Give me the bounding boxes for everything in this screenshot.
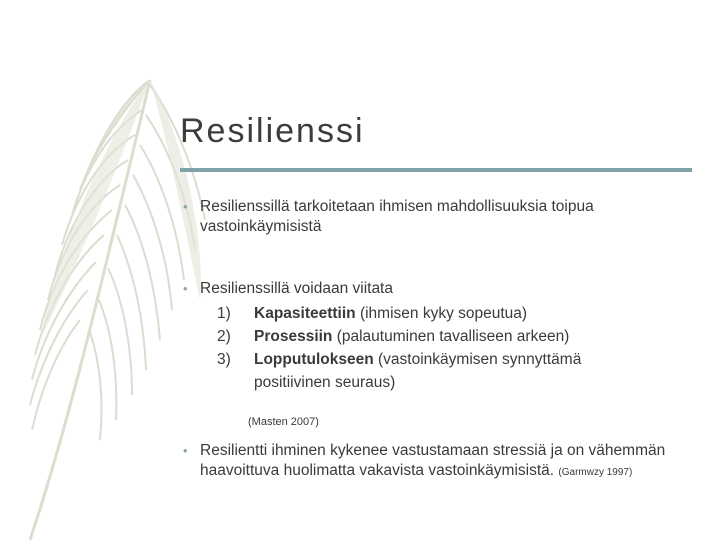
bullet-glyph: • (183, 443, 188, 458)
list-term: Kapasiteettiin (254, 305, 356, 322)
list-description: (ihmisen kyky sopeutua) (355, 305, 528, 322)
citation-garmwzy: (Garmwzy 1997) (558, 467, 633, 478)
list-number: 3) (217, 351, 231, 368)
bullet-definition (183, 197, 683, 237)
list-term: Prosessiin (254, 328, 333, 345)
list-number: 2) (217, 328, 231, 345)
slide-title: Resilienssi (180, 112, 365, 150)
list-description: (palautuminen tavalliseen arkeen) (332, 328, 570, 345)
list-item (217, 349, 677, 371)
citation-masten: (Masten 2007) (248, 416, 319, 428)
list-number: 1) (217, 305, 231, 322)
list-term: Lopputulokseen (254, 351, 374, 368)
title-divider (180, 168, 692, 172)
bullet-glyph: • (183, 281, 188, 296)
list-item (217, 303, 677, 325)
bullet-glyph: • (183, 199, 188, 214)
bullet-resilient-person (183, 441, 673, 483)
bullet-text: Resilienssillä voidaan viitata (200, 280, 393, 297)
bullet-text: Resilienssillä tarkoitetaan ihmisen mahdollisuuksia toipua vastoinkäymisistä (200, 198, 594, 235)
bullet-references (183, 279, 683, 299)
bullet-text: Resilientti ihminen kykenee vastustamaan stressiä ja on vähemmän haavoittuva huolimatta vakavista vastoinkäymisistä. (200, 442, 666, 479)
list-item (217, 326, 677, 348)
list-description: (vastoinkäymisen synnyttämä (373, 351, 582, 368)
list-item-continuation: positiivinen seuraus) (254, 374, 396, 391)
